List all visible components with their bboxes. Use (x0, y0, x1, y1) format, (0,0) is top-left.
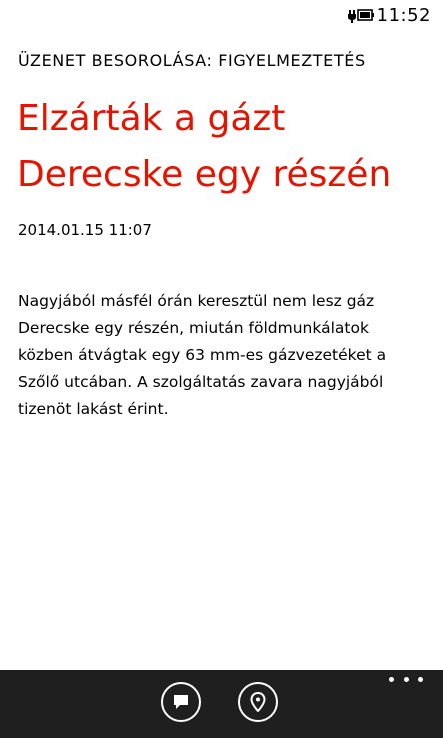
more-icon (389, 677, 394, 682)
message-icon (172, 693, 190, 711)
location-button[interactable] (238, 682, 278, 722)
more-button[interactable] (389, 670, 423, 688)
status-time: 11:52 (376, 5, 431, 26)
battery-charging-icon (347, 6, 375, 24)
app-bar (0, 670, 443, 738)
message-body: Nagyjából másfél órán keresztül nem lesz gáz Derecske egy részén, miután földmunkálatok közben átvágtak egy 63 mm-es gázvezetéket a Szőlő utcában. A szolgáltatás zavara nagyjából tizenöt lakást érint. (18, 292, 387, 418)
message-timestamp: 2014.01.15 11:07 (18, 221, 152, 239)
message-classification: ÜZENET BESOROLÁSA: FIGYELMEZTETÉS (18, 51, 366, 70)
message-button[interactable] (161, 682, 201, 722)
status-bar (0, 0, 443, 32)
location-icon (250, 692, 266, 712)
message-title: Elzárták a gázt Derecske egy részén (17, 98, 392, 195)
